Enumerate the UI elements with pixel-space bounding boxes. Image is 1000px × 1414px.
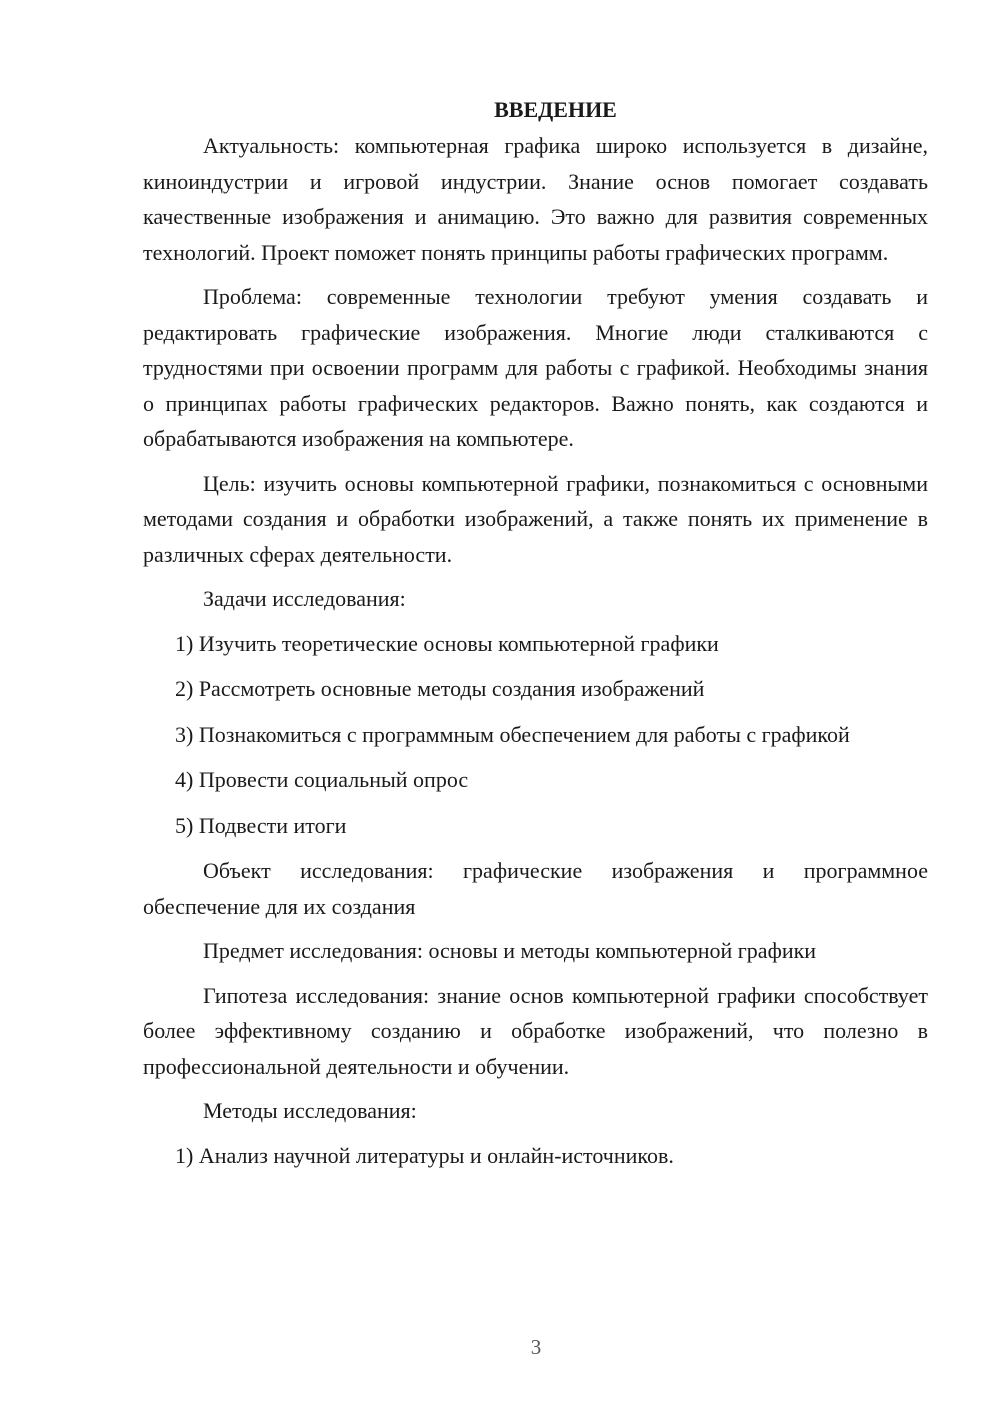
- goal-paragraph: Цель: изучить основы компьютерной графики, познакомиться с основными методами создания и обработки изображений, а также понять их применение в различных сферах деятельности.: [143, 470, 928, 567]
- task-item: 4) Провести социальный опрос: [175, 767, 469, 792]
- hypothesis-paragraph: Гипотеза исследования: знание основ компьютерной графики способствует более эффективному созданию и обработке изображений, что полезно в профессиональной деятельности и обучении.: [143, 982, 928, 1079]
- task-item: 2) Рассмотреть основные методы создания изображений: [175, 676, 705, 701]
- methods-title: Методы исследования:: [203, 1098, 417, 1123]
- subject-paragraph: Предмет исследования: основы и методы компьютерной графики: [203, 938, 817, 963]
- task-item: 3) Познакомиться с программным обеспечением для работы с графикой: [175, 721, 850, 747]
- section-heading: ВВЕДЕНИЕ: [494, 97, 617, 122]
- method-item: 1) Анализ научной литературы и онлайн-источников.: [175, 1142, 674, 1168]
- object-paragraph: Объект исследования: графические изображения и программное обеспечение для их создания: [143, 858, 928, 919]
- task-item: 1) Изучить теоретические основы компьютерной графики: [175, 630, 719, 656]
- task-item: 5) Подвести итоги: [175, 812, 347, 838]
- relevance-paragraph: Актуальность: компьютерная графика широко используется в дизайне, киноиндустрии и игровой индустрии. Знание основ помогает создавать качественные изображения и анимацию. Это важно для развития современных технологий. Проект поможет понять принципы работы графических программ.: [143, 133, 928, 265]
- page-number: 3: [530, 1335, 542, 1359]
- problem-paragraph: Проблема: современные технологии требуют умения создавать и редактировать графические изображения. Многие люди сталкиваются с трудностями при освоении программ для работы с графикой. Необходимы знания о принципах работы графических редакторов. Важно понять, как создаются и обрабатываются изображения на компьютере.: [143, 284, 928, 451]
- tasks-title: Задачи исследования:: [203, 586, 406, 611]
- page-content: [143, 92, 928, 1183]
